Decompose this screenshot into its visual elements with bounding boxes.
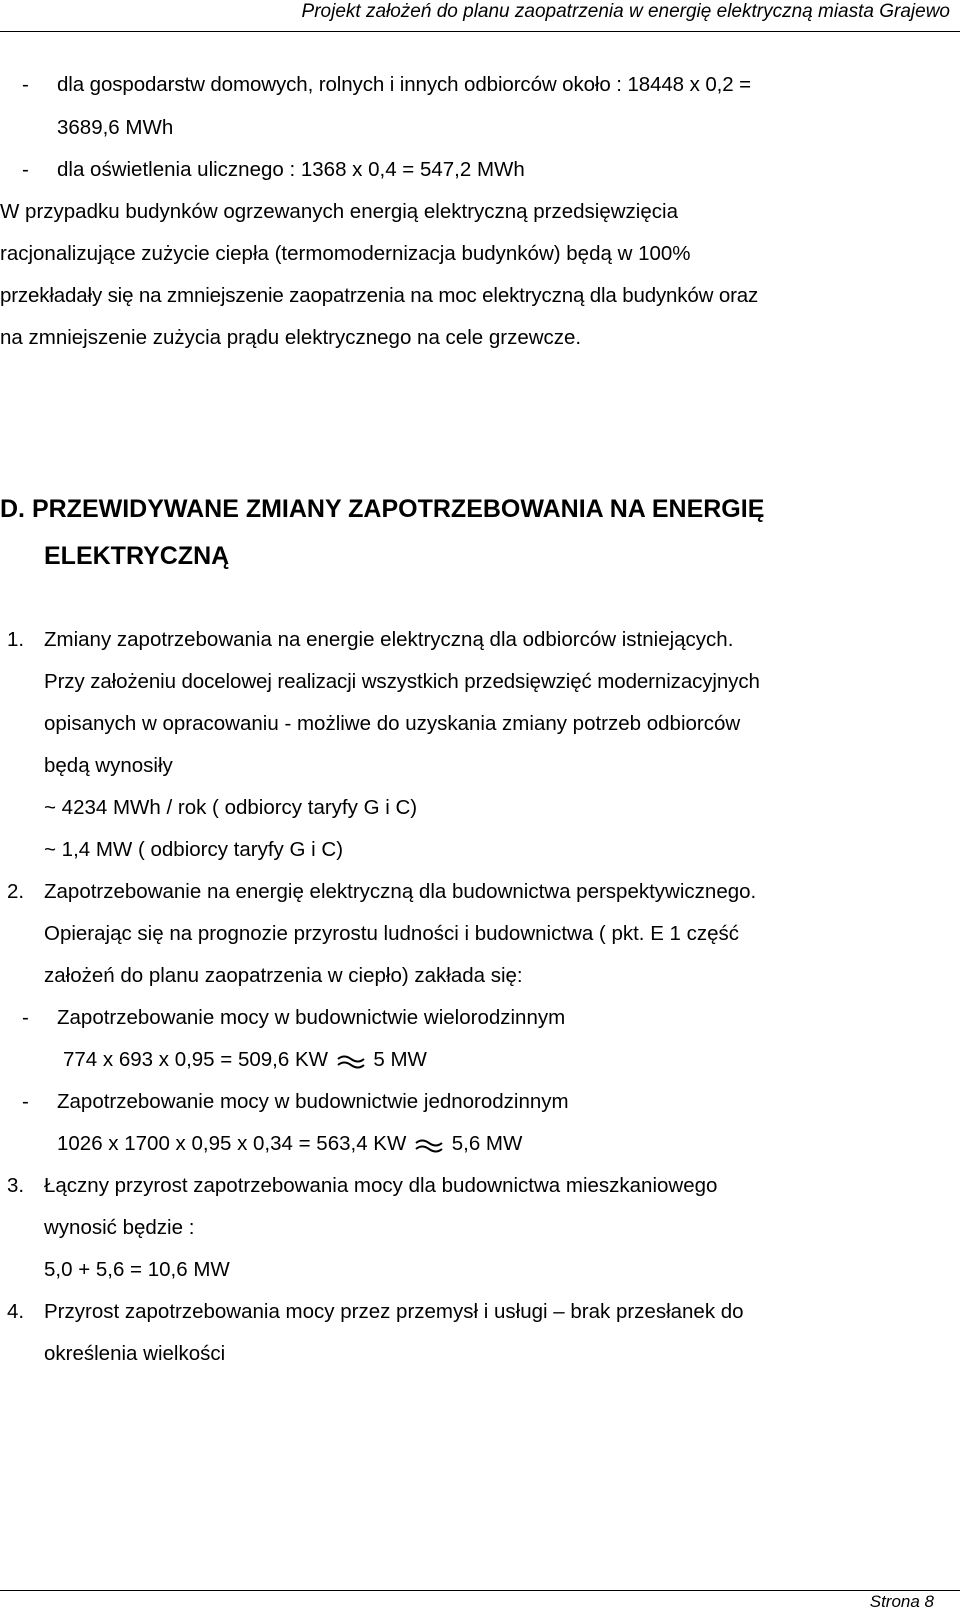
list-number: 3. xyxy=(7,1174,25,1197)
paragraph-line: Przy założeniu docelowej realizacji wszystkich przedsięwzięć modernizacyjnych xyxy=(44,670,760,693)
list-item-total-increase: Łączny przyrost zapotrzebowania mocy dla budownictwa mieszkaniowego xyxy=(44,1174,718,1197)
list-number: 4. xyxy=(7,1300,25,1323)
list-number: 1. xyxy=(7,628,25,651)
list-dash: - xyxy=(22,73,29,96)
list-item-perspective-housing: Zapotrzebowanie na energię elektryczną dla budownictwa perspektywicznego. xyxy=(44,880,757,903)
header-divider xyxy=(0,31,960,32)
approx-equal-icon xyxy=(336,1052,366,1070)
paragraph-line: racjonalizujące zużycie ciepła (termomodernizacja budynków) będą w 100% xyxy=(0,242,691,265)
approx-equal-icon xyxy=(414,1136,444,1154)
list-dash: - xyxy=(22,1090,29,1113)
list-number: 2. xyxy=(7,880,25,903)
paragraph-line: na zmniejszenie zużycia prądu elektrycznego na cele grzewcze. xyxy=(0,326,582,349)
list-item-households: dla gospodarstw domowych, rolnych i innych odbiorców około : 18448 x 0,2 = xyxy=(57,73,751,96)
paragraph-line: Opierając się na prognozie przyrostu ludności i budownictwa ( pkt. E 1 część xyxy=(44,922,740,945)
sub-item-multifamily: Zapotrzebowanie mocy w budownictwie wielorodzinnym xyxy=(57,1006,566,1029)
section-heading-cont: ELEKTRYCZNĄ xyxy=(44,542,230,570)
list-dash: - xyxy=(22,1006,29,1029)
paragraph-line: założeń do planu zaopatrzenia w ciepło) zakłada się: xyxy=(44,964,523,987)
calculation-singlefamily: 1026 x 1700 x 0,95 x 0,34 = 563,4 KW 5,6 MW xyxy=(57,1132,523,1155)
footer-divider xyxy=(0,1590,960,1591)
list-item-existing-consumers: Zmiany zapotrzebowania na energie elektryczną dla odbiorców istniejących. xyxy=(44,628,734,651)
paragraph-line: opisanych w opracowaniu - możliwe do uzyskania zmiany potrzeb odbiorców xyxy=(44,712,741,735)
list-item-street-lighting: dla oświetlenia ulicznego : 1368 x 0,4 = 547,2 MWh xyxy=(57,158,525,181)
paragraph-line: określenia wielkości xyxy=(44,1342,226,1365)
paragraph-line: W przypadku budynków ogrzewanych energią elektryczną przedsięwzięcia xyxy=(0,200,678,223)
section-heading: D. PRZEWIDYWANE ZMIANY ZAPOTRZEBOWANIA NA ENERGIĘ xyxy=(0,495,765,523)
list-item-industry: Przyrost zapotrzebowania mocy przez przemysł i usługi – brak przesłanek do xyxy=(44,1300,744,1323)
list-dash: - xyxy=(22,158,29,181)
energy-value-line: ~ 4234 MWh / rok ( odbiorcy taryfy G i C) xyxy=(44,796,418,819)
paragraph-line: przekładały się na zmniejszenie zaopatrzenia na moc elektryczną dla budynków oraz xyxy=(0,284,759,307)
document-header-title: Projekt założeń do planu zaopatrzenia w energię elektryczną miasta Grajewo xyxy=(301,1,950,22)
paragraph-line: wynosić będzie : xyxy=(44,1216,195,1239)
total-calculation: 5,0 + 5,6 = 10,6 MW xyxy=(44,1258,230,1281)
paragraph-line: będą wynosiły xyxy=(44,754,173,777)
sub-item-singlefamily: Zapotrzebowanie mocy w budownictwie jednorodzinnym xyxy=(57,1090,569,1113)
list-item-households-cont: 3689,6 MWh xyxy=(57,116,174,139)
power-value-line: ~ 1,4 MW ( odbiorcy taryfy G i C) xyxy=(44,838,344,861)
page-number: Strona 8 xyxy=(869,1592,934,1611)
calculation-multifamily: 774 x 693 x 0,95 = 509,6 KW 5 MW xyxy=(63,1048,427,1071)
